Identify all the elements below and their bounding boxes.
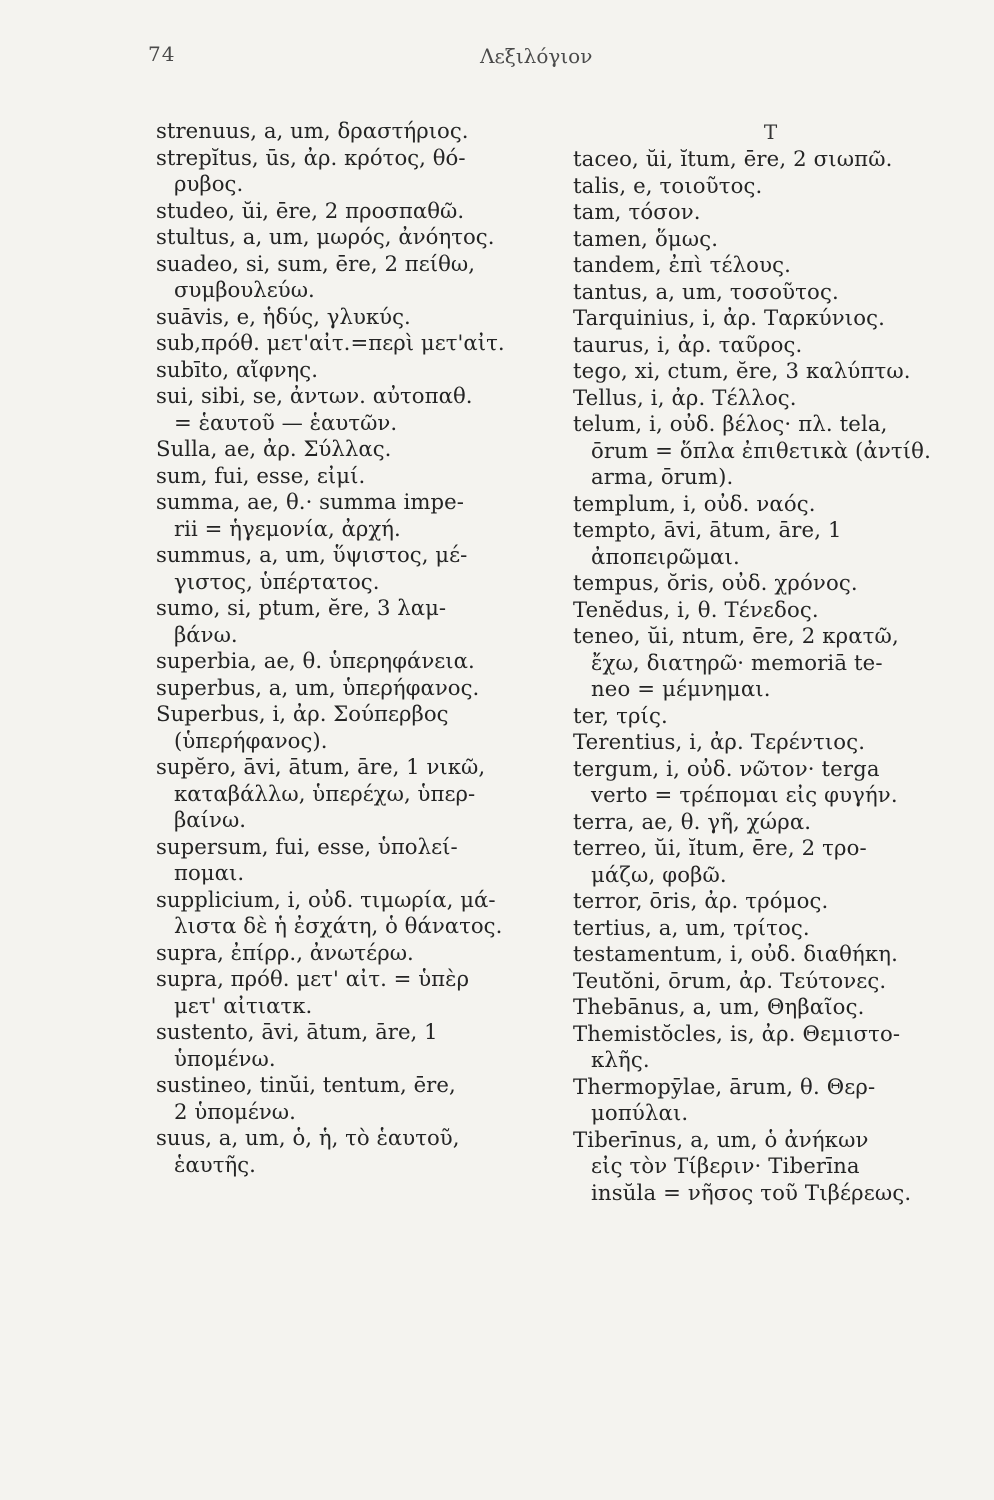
entry-line: Tenĕdus, i, θ. Τένεδος. xyxy=(573,596,819,622)
entry-line-continuation: μετ' αἰτιατκ. xyxy=(174,992,313,1018)
entry-line: supplicium, i, οὐδ. τιμωρία, μά- xyxy=(156,886,496,912)
section-letter: T xyxy=(763,120,778,144)
entry-line-continuation: verto = τρέπομαι εἰς φυγήν. xyxy=(591,782,898,807)
entry-sustento xyxy=(156,1019,552,1072)
entry-line: Thermopȳlae, ārum, θ. Θερ- xyxy=(573,1073,876,1099)
entry-tergum xyxy=(573,756,963,809)
entry-strenuus xyxy=(156,118,552,145)
entry-terreo xyxy=(573,835,963,888)
entry-line-continuation: κλῆς. xyxy=(591,1047,650,1072)
entry-line-continuation: εἰς τὸν Τίβεριν· Tiberīna xyxy=(591,1153,860,1178)
entry-line: Tarquinius, i, ἀρ. Ταρκύνιος. xyxy=(573,305,886,330)
entry-summa xyxy=(156,489,552,542)
entry-talis xyxy=(573,173,963,200)
entry-superbus xyxy=(156,675,552,702)
entry-sulla xyxy=(156,436,552,463)
entry-line: suāvis, e, ἡδύς, γλυκύς. xyxy=(156,303,411,329)
entry-line-continuation: neo = μέμνημαι. xyxy=(591,676,771,701)
entry-line: terror, ōris, ἀρ. τρόμος. xyxy=(573,888,829,913)
entry-supero xyxy=(156,754,552,834)
entry-teutoni xyxy=(573,968,963,995)
entry-line-continuation: arma, ōrum). xyxy=(591,464,734,489)
entry-line-continuation: ōrum = ὅπλα ἐπιθετικὰ (ἀντίθ. xyxy=(591,437,931,463)
entry-line: ter, τρίς. xyxy=(573,702,668,728)
entry-suadeo xyxy=(156,251,552,304)
entry-tempto xyxy=(573,517,963,570)
entry-line-continuation: βάνω. xyxy=(174,621,238,647)
entry-line: tego, xi, ctum, ĕre, 3 καλύπτω. xyxy=(573,358,911,383)
entry-line-continuation: συμβουλεύω. xyxy=(174,277,315,302)
entry-line-continuation: πομαι. xyxy=(174,860,245,885)
entry-line: supra, ἐπίρρ., ἀνωτέρω. xyxy=(156,939,414,965)
entry-line-continuation: = ἑαυτοῦ — ἑαυτῶν. xyxy=(174,409,398,435)
entry-line: Terentius, i, ἀρ. Τερέντιος. xyxy=(573,729,866,754)
entry-line: studeo, ŭi, ēre, 2 προσπαθῶ. xyxy=(156,197,465,223)
entry-line-continuation: καταβάλλω, ὑπερέχω, ὑπερ- xyxy=(174,780,476,806)
entry-supra-preposition xyxy=(156,966,552,1019)
entry-line-continuation: rii = ἡγεμονία, ἀρχή. xyxy=(174,515,401,541)
entry-line: testamentum, i, οὐδ. διαθήκη. xyxy=(573,941,899,966)
entry-line: summa, ae, θ.· summa impe- xyxy=(156,489,464,514)
entry-tellus xyxy=(573,385,963,412)
running-head: Λεξιλόγιον xyxy=(480,44,593,68)
entry-thebanus xyxy=(573,994,963,1021)
entry-tantus xyxy=(573,279,963,306)
entry-line: sumo, si, ptum, ĕre, 3 λαμ- xyxy=(156,595,447,620)
entry-thermopylae xyxy=(573,1074,963,1127)
entry-line: superbia, ae, θ. ὑπερηφάνεια. xyxy=(156,648,475,673)
entry-line: talis, e, τοιοῦτος. xyxy=(573,172,763,198)
entry-line: tantus, a, um, τοσοῦτος. xyxy=(573,278,839,304)
entry-line-continuation: μοπύλαι. xyxy=(591,1100,689,1125)
entry-line: subīto, αἴφνης. xyxy=(156,356,318,382)
entry-line: supra, πρόθ. μετ' αἰτ. = ὑπὲρ xyxy=(156,966,470,991)
entry-line: teneo, ŭi, ntum, ēre, 2 κρατῶ, xyxy=(573,623,899,648)
entry-tenedus xyxy=(573,597,963,624)
right-column xyxy=(573,118,963,1206)
entry-terra xyxy=(573,809,963,836)
entry-line: strepĭtus, ūs, ἀρ. κρότος, θό- xyxy=(156,144,466,170)
entry-line-continuation: ὑπομένω. xyxy=(174,1045,276,1071)
entry-line-continuation: γιστος, ὑπέρτατος. xyxy=(174,568,380,594)
entry-line: Themistŏcles, is, ἀρ. Θεμιστο- xyxy=(573,1020,901,1046)
entry-line: sustineo, tinŭi, tentum, ēre, xyxy=(156,1072,456,1097)
entry-line: taurus, i, ἀρ. ταῦρος. xyxy=(573,331,803,357)
entry-line: sui, sibi, se, ἀντων. αὐτοπαθ. xyxy=(156,383,473,408)
entry-line: tandem, ἐπὶ τέλους. xyxy=(573,252,792,277)
entry-line: superbus, a, um, ὑπερήφανος. xyxy=(156,674,480,700)
entry-line: suus, a, um, ὁ, ἡ, τὸ ἑαυτοῦ, xyxy=(156,1125,460,1150)
entry-taceo xyxy=(573,146,963,173)
entry-tempus xyxy=(573,570,963,597)
entry-ter xyxy=(573,703,963,730)
entry-line-continuation: (ὑπερήφανος). xyxy=(174,727,328,753)
entry-line-continuation: 2 ὑπομένω. xyxy=(174,1098,296,1124)
entry-sub xyxy=(156,330,552,357)
entry-line: Tellus, i, ἀρ. Τέλλος. xyxy=(573,384,797,410)
entry-suus xyxy=(156,1125,552,1178)
entry-tertius xyxy=(573,915,963,942)
entry-line: stultus, a, um, μωρός, ἀνόητος. xyxy=(156,224,495,249)
entry-line: tempto, āvi, ātum, āre, 1 xyxy=(573,517,842,542)
entry-line: sub,πρόθ. μετ'αἰτ.=περὶ μετ'αἰτ. xyxy=(156,330,505,355)
entry-line-continuation: λιστα δὲ ἡ ἐσχάτη, ὁ θάνατος. xyxy=(174,913,503,938)
entry-terentius xyxy=(573,729,963,756)
entry-line: tam, τόσον. xyxy=(573,199,701,224)
entry-line: Thebānus, a, um, Θηβαῖος. xyxy=(573,994,865,1019)
entry-line: Teutŏni, ōrum, ἀρ. Τεύτονες. xyxy=(573,967,887,993)
entry-line: strenuus, a, um, δραστήριος. xyxy=(156,118,469,143)
entry-templum xyxy=(573,491,963,518)
entry-line: Sulla, ae, ἀρ. Σύλλας. xyxy=(156,436,392,461)
entry-line-continuation: μάζω, φοβῶ. xyxy=(591,861,727,887)
entry-suavis xyxy=(156,304,552,331)
entry-sustineo xyxy=(156,1072,552,1125)
entry-themistocles xyxy=(573,1021,963,1074)
entry-line-continuation: ἔχω, διατηρῶ· memoriā te- xyxy=(591,649,883,675)
entry-tego xyxy=(573,358,963,385)
entry-tarquinius xyxy=(573,305,963,332)
entry-supplicium xyxy=(156,887,552,940)
entry-superbus-name xyxy=(156,701,552,754)
entry-line: sustento, āvi, ātum, āre, 1 xyxy=(156,1019,438,1044)
entry-line: summus, a, um, ὕψιστος, μέ- xyxy=(156,542,468,567)
entry-sumo xyxy=(156,595,552,648)
entry-line: tergum, i, οὐδ. νῶτον· terga xyxy=(573,755,880,781)
entry-superbia xyxy=(156,648,552,675)
entry-supersum xyxy=(156,834,552,887)
entry-line: Tiberīnus, a, um, ὁ ἀνήκων xyxy=(573,1126,869,1152)
entry-stultus xyxy=(156,224,552,251)
entry-studeo xyxy=(156,198,552,225)
entry-testamentum xyxy=(573,941,963,968)
entry-line: terra, ae, θ. γῆ, χώρα. xyxy=(573,808,812,834)
entry-tam xyxy=(573,199,963,226)
entry-line: Superbus, i, ἀρ. Σούπερβος xyxy=(156,701,449,726)
entry-terror xyxy=(573,888,963,915)
entry-subito xyxy=(156,357,552,384)
entry-taurus xyxy=(573,332,963,359)
left-column xyxy=(156,118,552,1178)
entry-line: taceo, ŭi, ĭtum, ēre, 2 σιωπῶ. xyxy=(573,146,893,171)
entry-tandem xyxy=(573,252,963,279)
entry-supra-adverb xyxy=(156,940,552,967)
entry-line: supersum, fui, esse, ὑπολεί- xyxy=(156,833,458,859)
page-number: 74 xyxy=(148,42,176,66)
entry-tamen xyxy=(573,226,963,253)
entry-line: supĕro, āvi, ātum, āre, 1 νικῶ, xyxy=(156,754,486,779)
entry-line-continuation: insŭla = νῆσος τοῦ Τιβέρεως. xyxy=(591,1179,912,1205)
entry-tiberinus xyxy=(573,1127,963,1207)
entry-line: tempus, ŏris, οὐδ. χρόνος. xyxy=(573,570,858,595)
entry-line: sum, fui, esse, εἰμί. xyxy=(156,462,366,488)
entry-strepitus xyxy=(156,145,552,198)
entry-line-continuation: ἀποπειρῶμαι. xyxy=(591,543,740,569)
entry-line-continuation: ρυβος. xyxy=(174,171,244,196)
entry-line: tertius, a, um, τρίτος. xyxy=(573,914,810,940)
entry-line: tamen, ὅμως. xyxy=(573,225,719,251)
entry-teneo xyxy=(573,623,963,703)
entry-line-continuation: βαίνω. xyxy=(174,807,247,832)
entry-summus xyxy=(156,542,552,595)
entry-telum xyxy=(573,411,963,491)
entry-line-continuation: ἑαυτῆς. xyxy=(174,1151,256,1177)
entry-line: templum, i, οὐδ. ναός. xyxy=(573,490,816,516)
page-header xyxy=(148,42,628,82)
entry-line: terreo, ŭi, ĭtum, ēre, 2 τρο- xyxy=(573,835,867,860)
entry-sui xyxy=(156,383,552,436)
entry-line: telum, i, οὐδ. βέλος· πλ. tela, xyxy=(573,411,888,436)
entry-sum xyxy=(156,463,552,490)
entry-line: suadeo, si, sum, ēre, 2 πείθω, xyxy=(156,250,476,276)
